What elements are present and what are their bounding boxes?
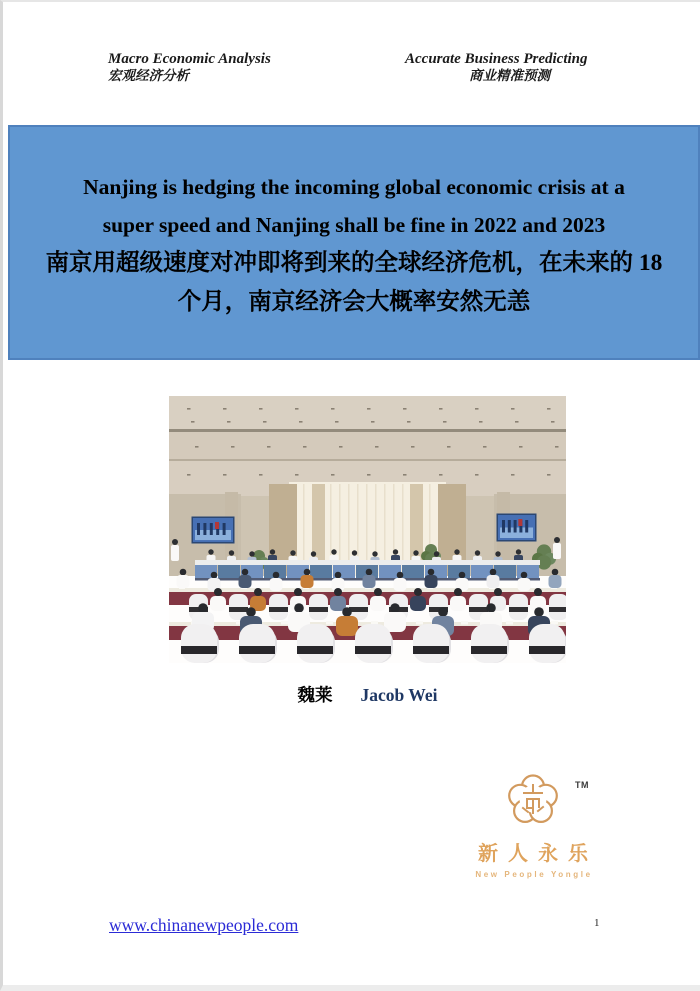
title-english-line2: super speed and Nanjing shall be fine in 2022 and 2023 — [102, 213, 606, 237]
title-chinese-line1: 南京用超级速度对冲即将到来的全球经济危机，在未来的 18 — [45, 250, 663, 276]
logo-name-chinese: 新人永乐 — [478, 843, 598, 865]
author-name-english: Jacob Wei — [360, 685, 438, 705]
conference-room-illustration — [169, 396, 566, 663]
header-left — [108, 51, 271, 84]
website-link[interactable]: www.chinanewpeople.com — [109, 915, 299, 935]
title-chinese-line2: 个月，南京经济会大概率安然无恙 — [177, 288, 531, 315]
header-left-english: Macro Economic Analysis — [108, 51, 271, 67]
title-banner — [8, 125, 700, 360]
header-left-chinese: 宏观经济分析 — [108, 68, 189, 83]
author-name-chinese: 魏莱 — [297, 685, 333, 705]
header-right-chinese: 商业精准预测 — [469, 68, 550, 83]
conference-photo — [169, 396, 566, 663]
plum-blossom-logo-icon — [503, 768, 563, 828]
title-english-line1: Nanjing is hedging the incoming global economic crisis at a — [83, 175, 625, 199]
page-number: 1 — [594, 917, 600, 929]
trademark-symbol: TM — [575, 780, 589, 790]
header-right — [405, 51, 588, 84]
logo-name-english: New People Yongle — [475, 870, 593, 879]
author-caption — [169, 682, 566, 707]
brand-logo — [458, 768, 608, 879]
header-right-english: Accurate Business Predicting — [405, 51, 588, 67]
